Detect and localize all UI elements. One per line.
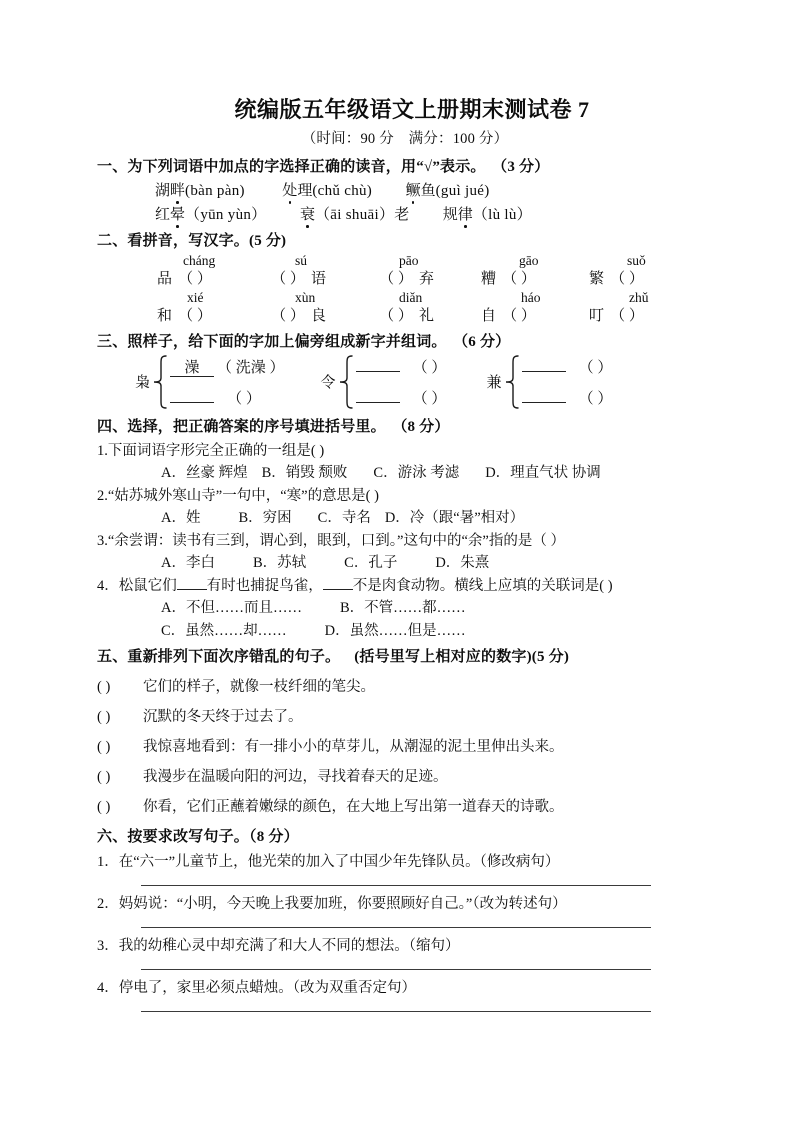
- section-3-title: 三、照样子，给下面的字加上偏旁组成新字并组词。: [97, 333, 447, 350]
- dotted-char: 律: [458, 203, 473, 224]
- radical-answer-lines: [170, 354, 285, 410]
- section-4-title: 四、选择，把正确答案的序号填进括号里。: [97, 418, 386, 435]
- section-2-row-2: [97, 290, 697, 325]
- radical-answer-lines: [356, 354, 457, 410]
- question-stem-1[interactable]: 1.下面词语字形完全正确的一组是( ): [97, 442, 325, 459]
- word-suffix: 鱼: [420, 182, 436, 199]
- pinyin-options: (bàn pàn): [185, 182, 245, 199]
- character-answer-row: [157, 304, 697, 325]
- option-d[interactable]: D．虽然……但是……: [324, 622, 466, 639]
- char-blank-cell[interactable]: [373, 267, 481, 288]
- char-blank-cell[interactable]: [157, 267, 265, 288]
- blank-line[interactable]: [323, 589, 353, 590]
- brace-icon: [504, 354, 520, 410]
- option-c[interactable]: C．孔子: [344, 554, 398, 571]
- new-char-blank: 澡: [170, 360, 214, 378]
- option-d[interactable]: D．理直气状 协调: [485, 464, 601, 481]
- section-heading-3: [97, 330, 697, 351]
- option-a[interactable]: A．姓: [161, 509, 201, 526]
- radical-group: [321, 354, 457, 410]
- word-paren: （ ）: [412, 359, 447, 376]
- radical-answer-line[interactable]: [356, 356, 457, 377]
- section-2-title: 二、看拼音，写汉字。: [97, 232, 250, 249]
- char-prefix: 繁: [589, 270, 605, 287]
- char-prefix: 品: [157, 270, 173, 287]
- answer-paren: （ ）: [610, 270, 644, 287]
- word-suffix: 老: [394, 206, 410, 223]
- dotted-char: 晕: [170, 203, 185, 224]
- radical-group: [487, 354, 623, 410]
- pinyin-options: (chǔ chù): [312, 182, 373, 199]
- radical-answer-line[interactable]: [522, 387, 623, 408]
- new-char-blank: [522, 371, 566, 372]
- reorder-item[interactable]: [97, 705, 697, 726]
- section-5-title: 五、重新排列下面次序错乱的句子。: [97, 648, 341, 665]
- section-heading-5: [97, 645, 697, 666]
- sentence-text: 你看，它们正蘸着嫩绿的颜色，在大地上写出第一道春天的诗歌。: [143, 798, 564, 815]
- order-blank: ( ): [97, 768, 111, 785]
- rewrite-item[interactable]: 1．在“六一”儿童节上，他光荣的加入了中国少年先锋队员。（修改病句）: [97, 853, 560, 870]
- section-6-points: （8 分）: [249, 828, 299, 845]
- answer-paren: （ ）: [502, 270, 536, 287]
- word-paren: （ ）: [412, 390, 447, 407]
- section-2-points: (5 分): [249, 232, 287, 249]
- pinyin-hint: diǎn: [399, 289, 423, 305]
- answer-line[interactable]: [141, 1011, 651, 1012]
- pinyin-choice-item[interactable]: [300, 203, 409, 224]
- option-c[interactable]: C．虽然……却……: [161, 622, 287, 639]
- reorder-item[interactable]: [97, 795, 697, 816]
- char-suffix: 弃: [419, 270, 435, 287]
- char-suffix: 礼: [419, 307, 435, 324]
- option-b[interactable]: B．穷困: [238, 509, 292, 526]
- option-d[interactable]: D．冷（跟“暑”相对）: [384, 509, 525, 526]
- order-blank: ( ): [97, 678, 111, 695]
- section-1-row-2: [97, 203, 697, 224]
- order-blank: ( ): [97, 708, 111, 725]
- option-a[interactable]: A．李白: [161, 554, 215, 571]
- option-a[interactable]: A．不但……而且……: [161, 599, 302, 616]
- char-prefix: 自: [481, 307, 497, 324]
- pinyin-hint: cháng: [183, 252, 216, 268]
- dotted-char: 衰: [300, 203, 315, 224]
- page-content: [97, 96, 697, 1018]
- char-suffix: 良: [311, 307, 327, 324]
- word-paren: （ ）: [578, 359, 613, 376]
- stem-part-3: 不是肉食动物。横线上应填的关联词是( ): [352, 577, 613, 594]
- base-character: 令: [320, 375, 336, 391]
- radical-group: [135, 354, 285, 410]
- section-1-row-1: [97, 179, 697, 200]
- answer-line[interactable]: [141, 969, 651, 970]
- pinyin-hint: zhǔ: [629, 289, 649, 305]
- word-prefix: 湖: [155, 182, 171, 199]
- sentence-text: 我漫步在温暖向阳的河边，寻找着春天的足迹。: [143, 768, 448, 785]
- base-character: 枭: [135, 375, 151, 391]
- word-suffix: 理: [297, 182, 313, 199]
- rewrite-item[interactable]: 3．我的幼稚心灵中却充满了和大人不同的想法。（缩句）: [97, 937, 460, 954]
- section-heading-1: [97, 155, 697, 176]
- stem-part-1: 4．松鼠它们: [97, 577, 177, 594]
- pinyin-hint: suǒ: [627, 252, 646, 268]
- order-blank: ( ): [97, 738, 111, 755]
- option-b[interactable]: B．苏轼: [252, 554, 307, 571]
- pinyin-options: (guì jué): [435, 182, 490, 199]
- option-b[interactable]: B．不管……都……: [339, 599, 466, 616]
- stem-part-2: 有时也捕捉鸟雀，: [206, 577, 323, 594]
- answer-paren: （ ）: [379, 270, 413, 287]
- reorder-item[interactable]: [97, 735, 697, 756]
- char-blank-cell[interactable]: [373, 304, 481, 325]
- order-blank: ( ): [97, 798, 111, 815]
- sentence-text: 我惊喜地看到：有一排小小的草芽儿，从潮湿的泥土里伸出头来。: [143, 738, 564, 755]
- question-options-4-row-1: [97, 596, 697, 617]
- rewrite-item[interactable]: 2．妈妈说：“小明，今天晚上我要加班，你要照顾好自己。”（改为转述句）: [97, 895, 567, 912]
- option-c[interactable]: C．游泳 考滤: [373, 464, 460, 481]
- answer-line[interactable]: [141, 885, 651, 886]
- dotted-char: 鳜: [406, 179, 421, 200]
- char-blank-cell[interactable]: [589, 304, 697, 325]
- brace-icon: [338, 354, 354, 410]
- radical-answer-line[interactable]: [170, 356, 285, 378]
- new-char-blank: [356, 371, 400, 372]
- brace-icon: [152, 354, 168, 410]
- option-c[interactable]: C．寺名: [317, 509, 371, 526]
- answer-line[interactable]: [141, 927, 651, 928]
- radical-answer-lines: [522, 354, 623, 410]
- section-heading-2: [97, 229, 697, 250]
- radical-answer-line[interactable]: [356, 387, 457, 408]
- char-blank-cell[interactable]: [589, 267, 697, 288]
- pinyin-choice-item[interactable]: [406, 179, 490, 200]
- pinyin-choice-item[interactable]: [443, 203, 532, 224]
- dotted-char: 畔: [170, 179, 185, 200]
- pinyin-hint: gāo: [519, 252, 539, 268]
- char-prefix: 叮: [589, 307, 605, 324]
- char-prefix: 和: [157, 307, 173, 324]
- option-d[interactable]: D．朱熹: [435, 554, 490, 571]
- section-2-row-1: [97, 253, 697, 288]
- radical-exercise-row: [97, 354, 697, 410]
- pinyin-hint: xùn: [295, 289, 316, 305]
- question-stem-4[interactable]: [97, 574, 697, 595]
- page-title: 统编版五年级语文上册期末测试卷 7: [234, 97, 590, 122]
- answer-paren: （ ）: [178, 307, 212, 324]
- new-char-blank: [170, 402, 214, 403]
- char-blank-cell[interactable]: [157, 304, 265, 325]
- radical-answer-line[interactable]: [522, 356, 623, 377]
- pinyin-options: （āi shuāi）: [315, 206, 395, 223]
- answer-paren: （ ）: [178, 270, 212, 287]
- radical-answer-line[interactable]: [170, 387, 285, 408]
- new-char-blank: [356, 402, 400, 403]
- pinyin-options: （lù lù）: [472, 206, 532, 223]
- char-blank-cell[interactable]: [265, 267, 373, 288]
- dotted-char: 处: [282, 179, 297, 200]
- option-a[interactable]: A．丝豪 辉煌: [161, 464, 248, 481]
- section-heading-4: [97, 415, 697, 436]
- question-options-2: [97, 506, 697, 527]
- section-3-points: （6 分）: [460, 333, 511, 350]
- pinyin-hint: xié: [187, 289, 204, 305]
- section-1-title: 一、为下列词语中加点的字选择正确的读音，用“√”表示。: [97, 158, 486, 175]
- option-b[interactable]: B．销毁 颓败: [261, 464, 348, 481]
- word-paren: （ 洗澡 ）: [217, 359, 285, 376]
- character-answer-row: [157, 267, 697, 288]
- char-blank-cell[interactable]: [265, 304, 373, 325]
- char-prefix: 糟: [481, 270, 497, 287]
- section-4-points: （8 分）: [399, 418, 450, 435]
- base-character: 兼: [486, 375, 502, 391]
- reorder-item[interactable]: [97, 675, 697, 696]
- word-prefix: 红: [155, 206, 171, 223]
- pinyin-hint: sú: [295, 252, 308, 268]
- sentence-text: 它们的样子，就像一枝纤细的笔尖。: [143, 678, 375, 695]
- reorder-item[interactable]: [97, 765, 697, 786]
- answer-paren: （ ）: [379, 307, 413, 324]
- question-stem-3[interactable]: 3.“余尝谓：读书有三到，谓心到，眼到，口到。”这句中的“余”指的是（ ）: [97, 532, 565, 549]
- question-options-4-row-2: [97, 619, 697, 640]
- question-options-1: [97, 461, 697, 482]
- question-options-3: [97, 551, 697, 572]
- pinyin-choice-item[interactable]: [155, 179, 245, 200]
- char-suffix: 语: [311, 270, 327, 287]
- rewrite-item[interactable]: 4．停电了，家里必须点蜡烛。（改为双重否定句）: [97, 979, 416, 996]
- pinyin-hint: pāo: [399, 252, 419, 268]
- pinyin-choice-item[interactable]: [282, 179, 372, 200]
- page-subtitle: （时间：90 分 满分：100 分）: [301, 130, 509, 147]
- section-6-title: 六、按要求改写句子。: [97, 828, 250, 845]
- word-paren: （ ）: [578, 390, 613, 407]
- answer-paren: （ ）: [610, 307, 644, 324]
- question-stem-2[interactable]: 2.“姑苏城外寒山寺”一句中，“寒”的意思是( ): [97, 487, 379, 504]
- pinyin-hint: háo: [521, 289, 541, 305]
- char-blank-cell[interactable]: [481, 267, 589, 288]
- blank-line[interactable]: [177, 589, 207, 590]
- pinyin-options: （yūn yùn）: [185, 206, 267, 223]
- pinyin-choice-item[interactable]: [155, 203, 266, 224]
- answer-paren: （ ）: [271, 307, 305, 324]
- word-paren: （ ）: [227, 390, 261, 407]
- char-blank-cell[interactable]: [481, 304, 589, 325]
- word-prefix: 规: [442, 206, 458, 223]
- section-heading-6: [97, 825, 697, 846]
- section-5-points: (括号里写上相对应的数字)(5 分): [354, 648, 570, 665]
- section-1-points: （3 分）: [499, 158, 550, 175]
- answer-paren: （ ）: [271, 270, 305, 287]
- sentence-text: 沉默的冬天终于过去了。: [143, 708, 303, 725]
- answer-paren: （ ）: [502, 307, 536, 324]
- new-char-blank: [522, 402, 566, 403]
